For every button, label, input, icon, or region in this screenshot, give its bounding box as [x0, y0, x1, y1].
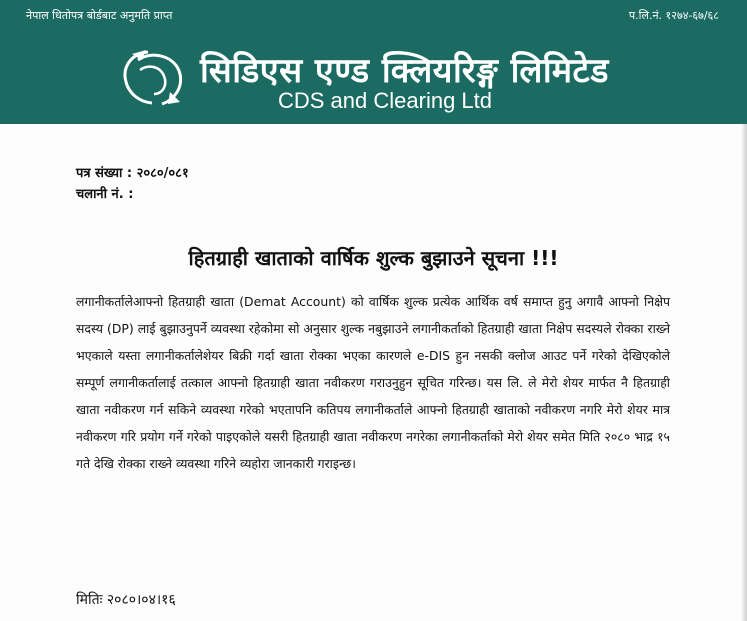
page-edge-shadow	[741, 124, 747, 621]
notice-date: मितिः २०८०।०४।१६	[76, 592, 176, 608]
registration-number: प.लि.नं. १२७४-६७/६८	[628, 9, 719, 22]
dispatch-number: चलानी नं. :	[76, 187, 134, 202]
company-logo-icon	[118, 46, 192, 110]
company-name-english: CDS and Clearing Ltd	[278, 88, 493, 113]
reference-number: पत्र संख्या : २०८०/०८१	[76, 166, 189, 181]
letterhead-banner	[0, 0, 747, 124]
company-name-nepali: सिडिएस एण्ड क्लियरिङ्ग लिमिटेड	[200, 51, 609, 91]
notice-body: लगानीकर्तालेआफ्नो हितग्राही खाता (Demat Account) को वार्षिक शुल्क प्रत्येक आर्थिक वर्ष समाप्त हुनु अगावै आफ्नो निक्षेप सदस्य (DP) लाई बुझाउनुपर्ने व्यवस्था रहेकोमा सो अनुसार शुल्क नबुझाउने लगानीकर्ताको हितग्राही खाता निक्षेप सदस्यले रोक्का राख्ने भएकाले यस्ता लगानीकर्तालेशेयर बिक्री गर्दा खाता रोक्का भएका कारणले e-DIS हुन नसकी क्लोज आउट पर्ने गरेको देखिएकोले सम्पूर्ण लगानीकर्तालाई तत्काल आफ्नो हितग्राही खाता नवीकरण गराउनुहुन सूचित गरिन्छ। यस लि. ले मेरो शेयर मार्फत नै हितग्राही खाता नवीकरण गर्न सकिने व्यवस्था गरेको भएतापनि कतिपय लगानीकर्ताले आफ्नो हितग्राही खाताको नवीकरण नगरि मेरो शेयर मात्र नवीकरण गरि प्रयोग गर्ने गरेको पाइएकोले यसरी हितग्राही खाता नवीकरण नगरेका लगानीकर्ताको मेरो शेयर समेत मिति २०८० भाद्र १५ गते देखि रोक्का राख्ने व्यवस्था गरिने व्यहोरा जानकारी गराइन्छ।	[76, 294, 674, 471]
notice-title: हितग्राही खाताको वार्षिक शुल्क बुझाउने सूचना !!!	[188, 246, 559, 270]
sebon-approval-text: नेपाल धितोपत्र बोर्डबाट अनुमति प्राप्त	[26, 9, 173, 22]
